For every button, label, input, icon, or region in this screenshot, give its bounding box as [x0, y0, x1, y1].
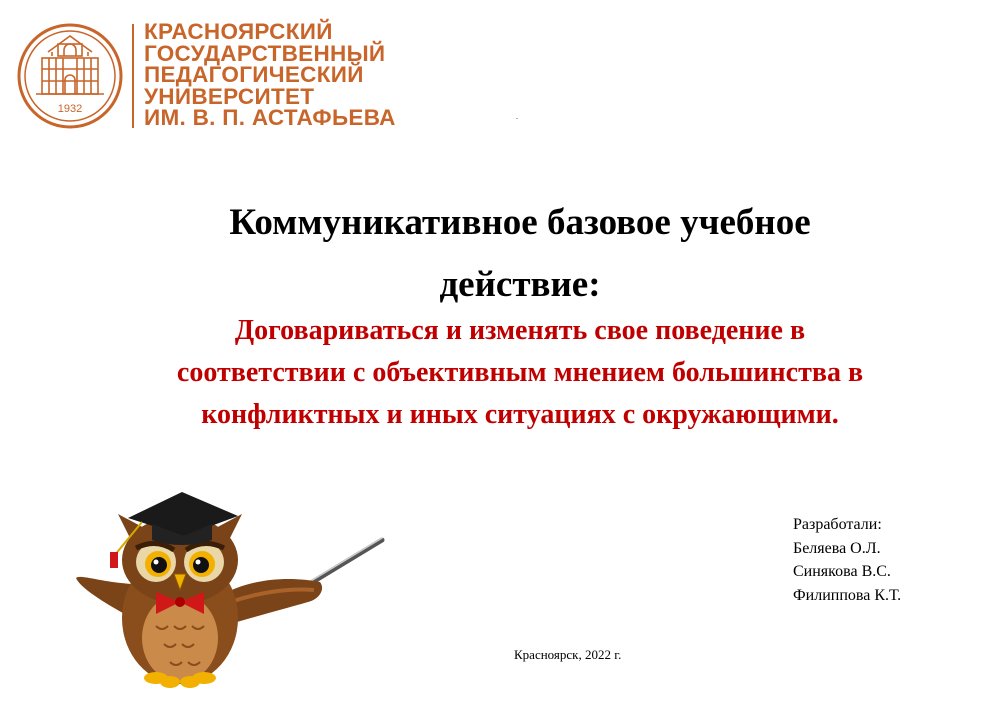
- university-name-line: УНИВЕРСИТЕТ: [144, 83, 315, 109]
- slide-subtitle-line: Договариваться и изменять свое поведение в: [234, 315, 806, 346]
- authors-heading: Разработали:: [793, 516, 882, 533]
- slide-title-line: действие:: [439, 264, 601, 305]
- emblem-year: 1932: [57, 103, 83, 115]
- city-year: Красноярск, 2022 г.: [514, 647, 622, 662]
- slide-subtitle-line: конфликтных и иных ситуациях с окружающими.: [201, 399, 839, 430]
- stray-dot: .: [516, 112, 518, 121]
- slide-subtitle-line: соответствии с объективным мнением большинства в: [176, 357, 864, 388]
- university-name-line: ПЕДАГОГИЧЕСКИЙ: [144, 62, 364, 88]
- author-name: Филиппова К.Т.: [793, 586, 902, 604]
- university-name: [144, 21, 396, 129]
- university-name-line: КРАСНОЯРСКИЙ: [144, 19, 333, 44]
- slide-title-line: Коммуникативное базовое учебное: [229, 202, 811, 243]
- slide-title: [60, 192, 980, 316]
- slide-subtitle: [30, 310, 987, 436]
- university-emblem-icon: [16, 22, 124, 130]
- owl-teacher-with-pointer-icon: [70, 478, 390, 700]
- author-name: Беляева О.Л.: [793, 539, 881, 557]
- logo-divider: [132, 24, 134, 128]
- university-name-line: ИМ. В. П. АСТАФЬЕВА: [144, 105, 396, 131]
- authors-block: [793, 513, 901, 607]
- author-name: Синякова В.С.: [793, 563, 891, 580]
- university-name-line: ГОСУДАРСТВЕННЫЙ: [144, 40, 386, 66]
